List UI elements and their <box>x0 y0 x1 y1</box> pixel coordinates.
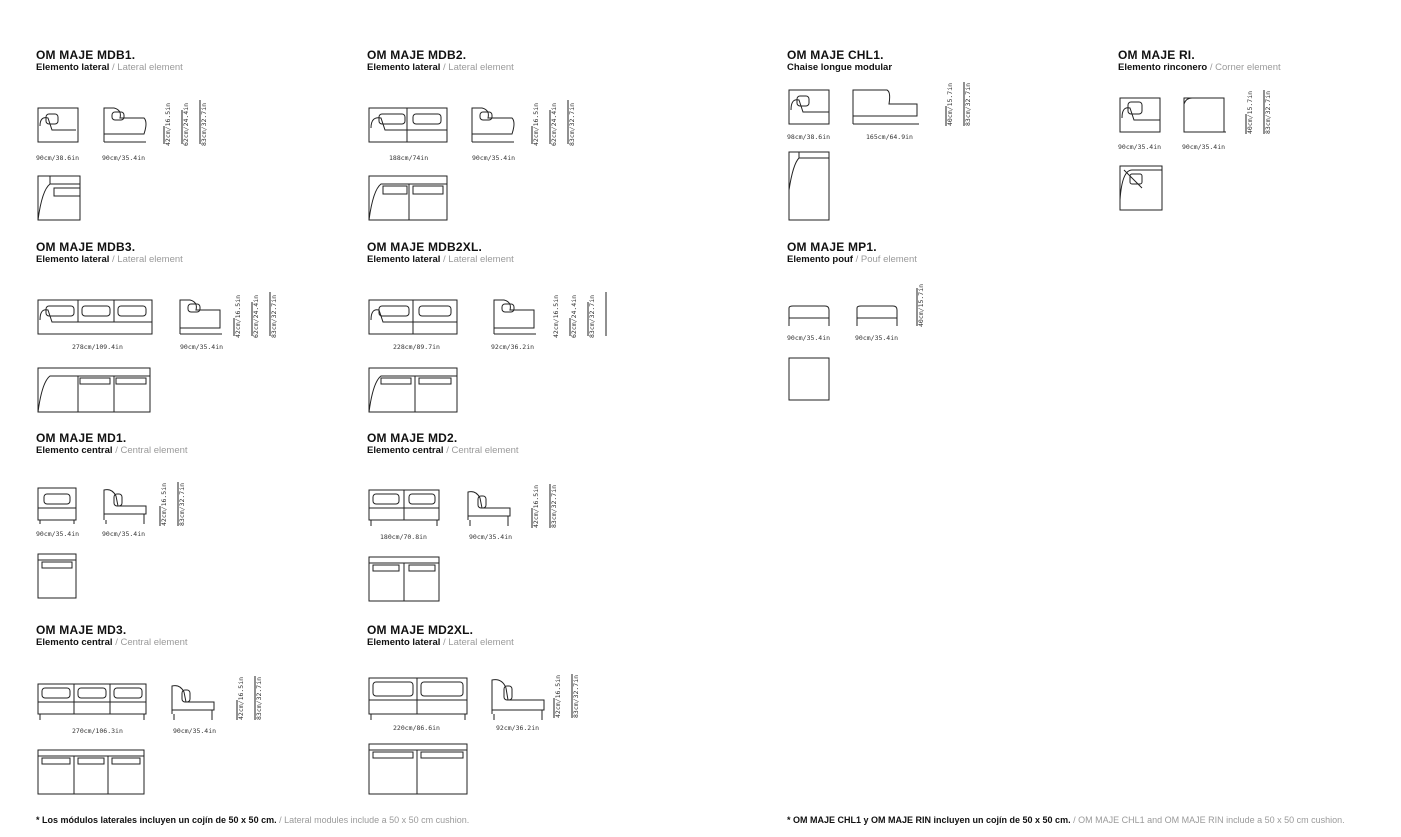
height-label: 83cm/32.7in <box>270 294 278 338</box>
width-label: 90cm/35.4in <box>102 154 146 162</box>
product-md2 <box>367 431 519 457</box>
product-subtitle: Elemento lateral / Lateral element <box>367 62 514 73</box>
product-subtitle: Elemento central / Central element <box>36 637 188 648</box>
width-label: 90cm/35.4in <box>102 530 146 538</box>
footnote-left: * Los módulos laterales incluyen un cojín de 50 x 50 cm. / Lateral modules include a 50 x 50 cm cushion. <box>36 815 470 825</box>
product-md2xl <box>367 623 514 649</box>
width-label: 90cm/35.4in <box>173 727 217 735</box>
width-label: 92cm/36.2in <box>496 724 540 732</box>
side-view-drawing <box>492 298 538 340</box>
top-view-drawing <box>36 366 154 414</box>
product-mdb2xl <box>367 240 514 266</box>
product-mdb3 <box>36 240 183 266</box>
product-title: OM MAJE RI. <box>1118 48 1195 62</box>
height-label: 42cm/16.5in <box>237 676 245 720</box>
width-label: 220cm/86.6in <box>393 724 440 732</box>
width-label: 98cm/38.6in <box>787 133 831 141</box>
product-md3 <box>36 623 188 649</box>
front-view-drawing <box>36 298 154 340</box>
product-title: OM MAJE CHL1. <box>787 48 884 62</box>
front-view-drawing <box>36 104 82 148</box>
top-view-drawing <box>36 748 148 796</box>
product-title: OM MAJE MDB3. <box>36 240 136 254</box>
height-label: 83cm/32.7in <box>200 102 208 146</box>
width-label: 270cm/106.3in <box>72 727 123 735</box>
front-view-drawing <box>367 104 449 148</box>
side-view-drawing <box>102 486 148 526</box>
side-view-drawing <box>470 104 516 148</box>
width-label: 90cm/35.4in <box>1118 143 1162 151</box>
front-view-drawing <box>1118 96 1164 136</box>
product-title: OM MAJE MP1. <box>787 240 877 254</box>
width-label: 90cm/38.6in <box>36 154 80 162</box>
product-title: OM MAJE MDB1. <box>36 48 136 62</box>
height-label: 83cm/32.7in <box>572 674 580 718</box>
width-label: 228cm/89.7in <box>393 343 440 351</box>
height-label: 83cm/32.7in <box>568 102 576 146</box>
front-view-drawing <box>36 486 80 526</box>
product-title: OM MAJE MD1. <box>36 431 127 445</box>
front-view-drawing <box>787 304 833 328</box>
width-label: 92cm/36.2in <box>491 343 535 351</box>
product-mp1 <box>787 240 917 266</box>
height-label: 83cm/32.7in <box>1264 90 1272 134</box>
height-label: 62cm/24.4in <box>252 294 260 338</box>
product-subtitle: Elemento central / Central element <box>36 445 188 456</box>
height-label: 42cm/16.5in <box>552 294 560 338</box>
height-label: 83cm/32.7in <box>255 676 263 720</box>
height-label: 83cm/32.7in <box>588 294 596 338</box>
width-label: 90cm/35.4in <box>180 343 224 351</box>
width-label: 180cm/70.8in <box>380 533 427 541</box>
front-view-drawing <box>787 88 833 128</box>
height-label: 62cm/24.4in <box>570 294 578 338</box>
height-label: 42cm/16.5in <box>554 674 562 718</box>
product-title: OM MAJE MDB2. <box>367 48 467 62</box>
top-view-drawing <box>36 552 78 600</box>
width-label: 165cm/64.9in <box>866 133 913 141</box>
product-subtitle: Elemento lateral / Lateral element <box>36 254 183 265</box>
product-title: OM MAJE MD2XL. <box>367 623 474 637</box>
footnote-right: * OM MAJE CHL1 y OM MAJE RIN incluyen un cojín de 50 x 50 cm. / OM MAJE CHL1 and OM MAJE RIN include a 50 x 50 cm cushion. <box>787 815 1345 825</box>
height-label: 42cm/16.5in <box>234 294 242 338</box>
product-md1 <box>36 431 188 457</box>
product-title: OM MAJE MD2. <box>367 431 458 445</box>
width-label: 90cm/35.4in <box>855 334 899 342</box>
top-view-drawing <box>787 356 831 402</box>
height-label: 40cm/15.7in <box>917 283 925 327</box>
width-label: 90cm/35.4in <box>36 530 80 538</box>
top-view-drawing <box>787 150 833 222</box>
front-view-drawing <box>367 298 461 340</box>
width-label: 90cm/35.4in <box>469 533 513 541</box>
width-label: 188cm/74in <box>389 154 429 162</box>
product-subtitle: Elemento pouf / Pouf element <box>787 254 917 265</box>
side-view-drawing <box>102 104 148 148</box>
product-mdb2 <box>367 48 514 74</box>
width-label: 90cm/35.4in <box>472 154 516 162</box>
height-label: 42cm/16.5in <box>532 484 540 528</box>
top-view-drawing <box>367 174 449 222</box>
height-label: 40cm/15.7in <box>946 82 954 126</box>
height-label: 42cm/16.5in <box>532 102 540 146</box>
product-subtitle: Elemento central / Central element <box>367 445 519 456</box>
side-view-drawing <box>851 88 921 128</box>
product-mdb1 <box>36 48 183 74</box>
product-subtitle: Elemento rinconero / Corner element <box>1118 62 1281 73</box>
width-label: 90cm/35.4in <box>1182 143 1226 151</box>
product-ri <box>1118 48 1281 74</box>
front-view-drawing <box>367 676 471 722</box>
top-view-drawing <box>367 366 461 414</box>
side-view-drawing <box>1182 96 1228 136</box>
width-label: 90cm/35.4in <box>787 334 831 342</box>
top-view-drawing <box>367 742 471 796</box>
product-subtitle: Elemento lateral / Lateral element <box>367 254 514 265</box>
product-subtitle: Chaise longue modular <box>787 62 893 73</box>
side-view-drawing <box>466 488 512 528</box>
height-label: 62cm/24.4in <box>550 102 558 146</box>
product-subtitle: Elemento lateral / Lateral element <box>36 62 183 73</box>
height-label: 83cm/32.7in <box>550 484 558 528</box>
width-label: 278cm/109.4in <box>72 343 123 351</box>
side-view-drawing <box>178 298 224 340</box>
product-chl1 <box>787 48 892 74</box>
side-view-drawing <box>855 304 901 328</box>
height-label: 83cm/32.7in <box>964 82 972 126</box>
top-view-drawing <box>1118 164 1164 212</box>
top-view-drawing <box>367 555 443 603</box>
product-title: OM MAJE MDB2XL. <box>367 240 483 254</box>
height-label: 40cm/15.7in <box>1246 90 1254 134</box>
height-label: 42cm/16.5in <box>160 482 168 526</box>
front-view-drawing <box>36 682 150 722</box>
height-label: 62cm/24.4in <box>182 102 190 146</box>
product-title: OM MAJE MD3. <box>36 623 127 637</box>
side-view-drawing <box>490 676 548 722</box>
height-label: 42cm/16.5in <box>164 102 172 146</box>
product-subtitle: Elemento lateral / Lateral element <box>367 637 514 648</box>
height-label: 83cm/32.7in <box>178 482 186 526</box>
side-view-drawing <box>170 682 216 722</box>
top-view-drawing <box>36 174 82 222</box>
front-view-drawing <box>367 488 443 528</box>
